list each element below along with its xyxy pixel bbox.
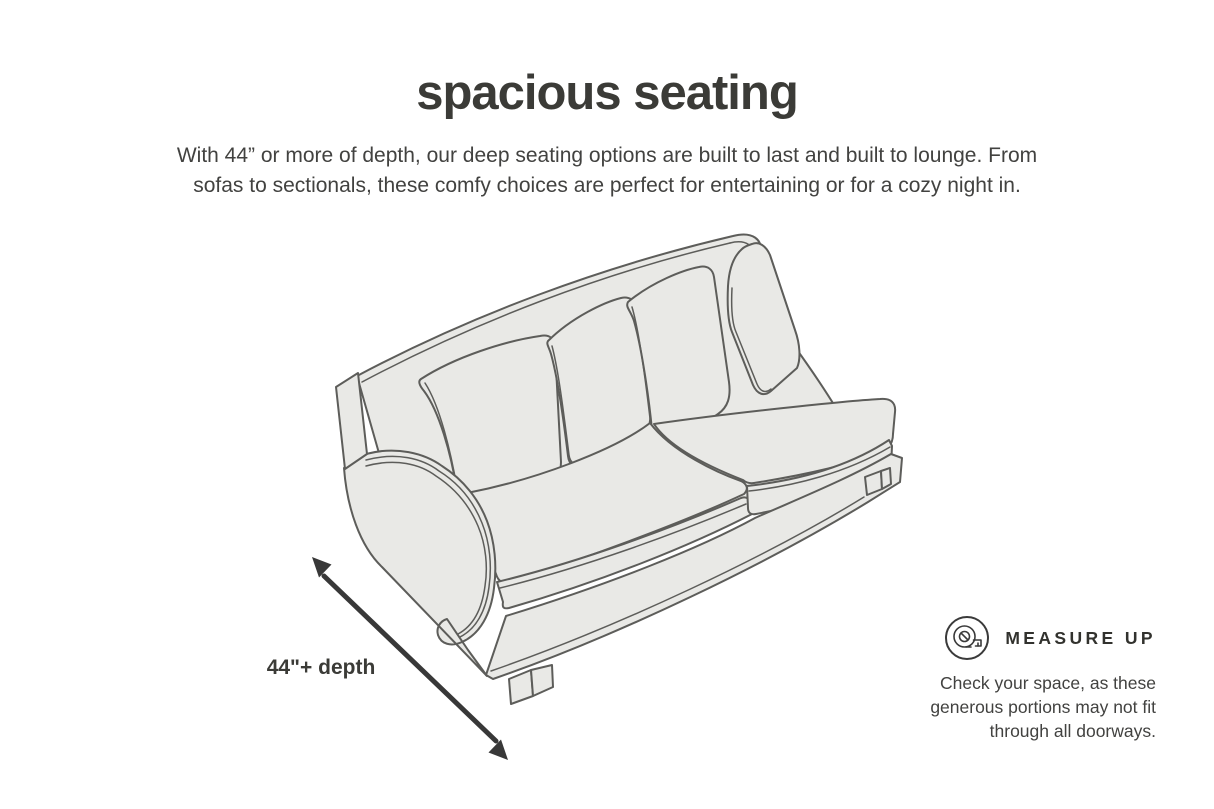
intro-line-1: With 44” or more of depth, our deep seating options are built to last and built to lounge. From	[176, 144, 1038, 167]
tape-measure-icon	[944, 615, 990, 661]
intro-line-2: sofas to sectionals, these comfy choices are perfect for entertaining or for a cozy night in.	[193, 174, 1021, 197]
measure-up-section	[888, 614, 1156, 743]
intro-paragraph	[0, 141, 1214, 201]
measure-up-header	[888, 614, 1156, 662]
measure-up-line-2: generous portions may not fit	[930, 697, 1156, 717]
measure-up-heading: MEASURE UP	[1005, 627, 1156, 648]
page-title: spacious seating	[416, 66, 798, 120]
depth-dimension-label: 44"+ depth	[266, 656, 376, 679]
measure-up-line-1: Check your space, as these	[940, 673, 1156, 693]
measure-up-text	[888, 671, 1156, 743]
measure-up-line-3: through all doorways.	[989, 721, 1156, 741]
